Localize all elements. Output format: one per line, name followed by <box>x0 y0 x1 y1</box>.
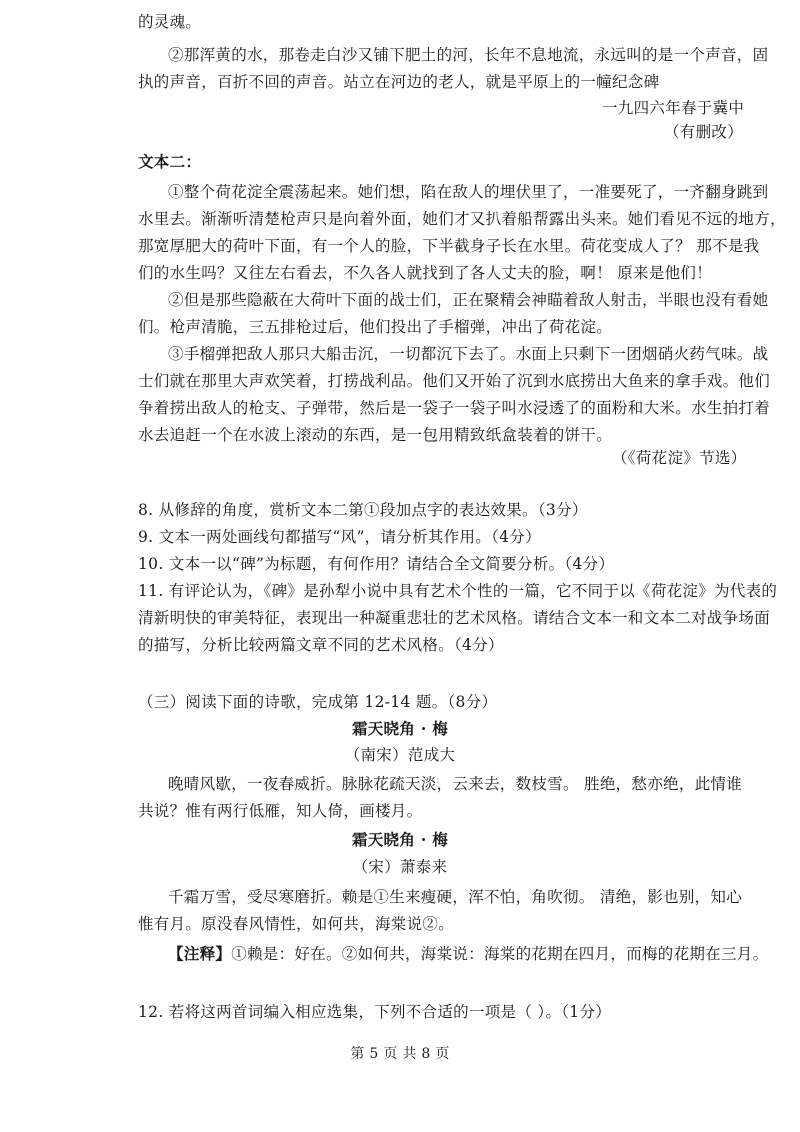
text1-para2-line2: 执的声音，百折不回的声音。站立在河边的老人，就是平原上的一幢纪念碑 <box>138 73 660 91</box>
annotation-label: 【注释】 <box>168 944 232 963</box>
poem2-line2: 惟有月。原没春风情性，如何共，海棠说②。 <box>138 915 455 933</box>
poem1-line2: 共说？惟有两行低雁，知人倚，画楼月。 <box>138 802 423 820</box>
section3-heading: （三）阅读下面的诗歌，完成第 12-14 题。（8分） <box>138 693 498 711</box>
text2-p1-line1: ①整个荷花淀全震荡起来。她们想，陷在敌人的埋伏里了，一准要死了，一齐翻身跳到 <box>168 183 769 201</box>
question-11-line3: 的描写，分析比较两篇文章不同的艺术风格。（4分） <box>138 636 504 654</box>
text2-p3-line2: 士们就在那里大声欢笑着，打捞战利品。他们又开始了沉到水底捞出大鱼来的拿手戏。他们 <box>138 372 771 390</box>
poem2-author: （宋）萧泰来 <box>352 858 448 876</box>
poem2-line1: 千霜万雪，受尽寒磨折。赖是①生来瘦硬，浑不怕，角吹彻。 清绝，影也别，知心 <box>168 888 743 906</box>
text1-date: 一九四六年春于冀中 <box>602 99 745 117</box>
page-number: 第 5 页 共 8 页 <box>350 1046 450 1062</box>
poem1-author: （南宋）范成大 <box>344 746 456 764</box>
text2-p3-line1: ③手榴弹把敌人那只大船击沉，一切都沉下去了。水面上只剩下一团烟硝火药气味。战 <box>168 345 769 363</box>
text2-p2-line1: ②但是那些隐蔽在大荷叶下面的战士们，正在聚精会神瞄着敌人射击，半眼也没有看她 <box>168 291 769 309</box>
question-12: 12. 若将这两首词编入相应选集，下列不合适的一项是（ ）。（1分） <box>138 1003 612 1021</box>
text2-p1-line2: 水里去。渐渐听清楚枪声只是向着外面，她们才又扒着船帮露出头来。她们看见不远的地方， <box>138 210 786 228</box>
question-11-line2: 清新明快的审美特征，表现出一种凝重悲壮的艺术风格。请结合文本一和文本二对战争场面 <box>138 609 771 627</box>
question-9: 9. 文本一两处画线句都描写“风”，请分析其作用。（4分） <box>138 528 541 546</box>
text2-p1-line4: 们的水生吗？又往左右看去，不久各人就找到了各人丈夫的脸，啊！ 原来是他们！ <box>138 264 713 282</box>
question-8: 8. 从修辞的角度，赏析文本二第①段加点字的表达效果。（3分） <box>138 501 588 519</box>
text2-source: （《荷花淀》节选） <box>612 449 747 467</box>
text2-p3-line3: 争着捞出敌人的枪支、子弹带，然后是一袋子一袋子叫水浸透了的面粉和大米。水生拍打着 <box>138 399 771 417</box>
question-11-line1: 11. 有评论认为，《碑》是孙犁小说中具有艺术个性的一篇，它不同于以《荷花淀》为代表的 <box>138 582 778 600</box>
text2-p2-line2: 们。枪声清脆，三五排枪过后，他们投出了手榴弹，冲出了荷花淀。 <box>138 318 613 336</box>
annotation <box>168 944 768 964</box>
poem1-title: 霜天晓角 · 梅 <box>351 719 449 738</box>
poem1-line1: 晚晴风歇，一夜春威折。脉脉花疏天淡，云来去，数枝雪。 胜绝，愁亦绝，此情谁 <box>168 775 743 793</box>
annotation-text: ①赖是：好在。②如何共，海棠说：海棠的花期在四月，而梅的花期在三月。 <box>231 945 769 963</box>
text1-para2-line1: ②那浑黄的水，那卷走白沙又铺下肥土的河，长年不息地流，永远叫的是一个声音，固 <box>168 46 769 64</box>
text1-edit-note: （有删改） <box>664 123 744 141</box>
text1-tail-line: 的灵魂。 <box>138 13 202 31</box>
text2-p1-line3: 那宽厚肥大的荷叶下面，有一个人的脸，下半截身子长在水里。荷花变成人了？ 那不是我 <box>138 237 760 255</box>
text2-p3-line4: 水去追赶一个在水波上滚动的东西，是一包用精致纸盒装着的饼干。 <box>138 426 613 444</box>
text2-heading: 文本二： <box>138 152 202 171</box>
question-10: 10. 文本一以“碑”为标题，有何作用？请结合全文简要分析。（4分） <box>138 555 615 573</box>
poem2-title: 霜天晓角 · 梅 <box>351 830 449 849</box>
